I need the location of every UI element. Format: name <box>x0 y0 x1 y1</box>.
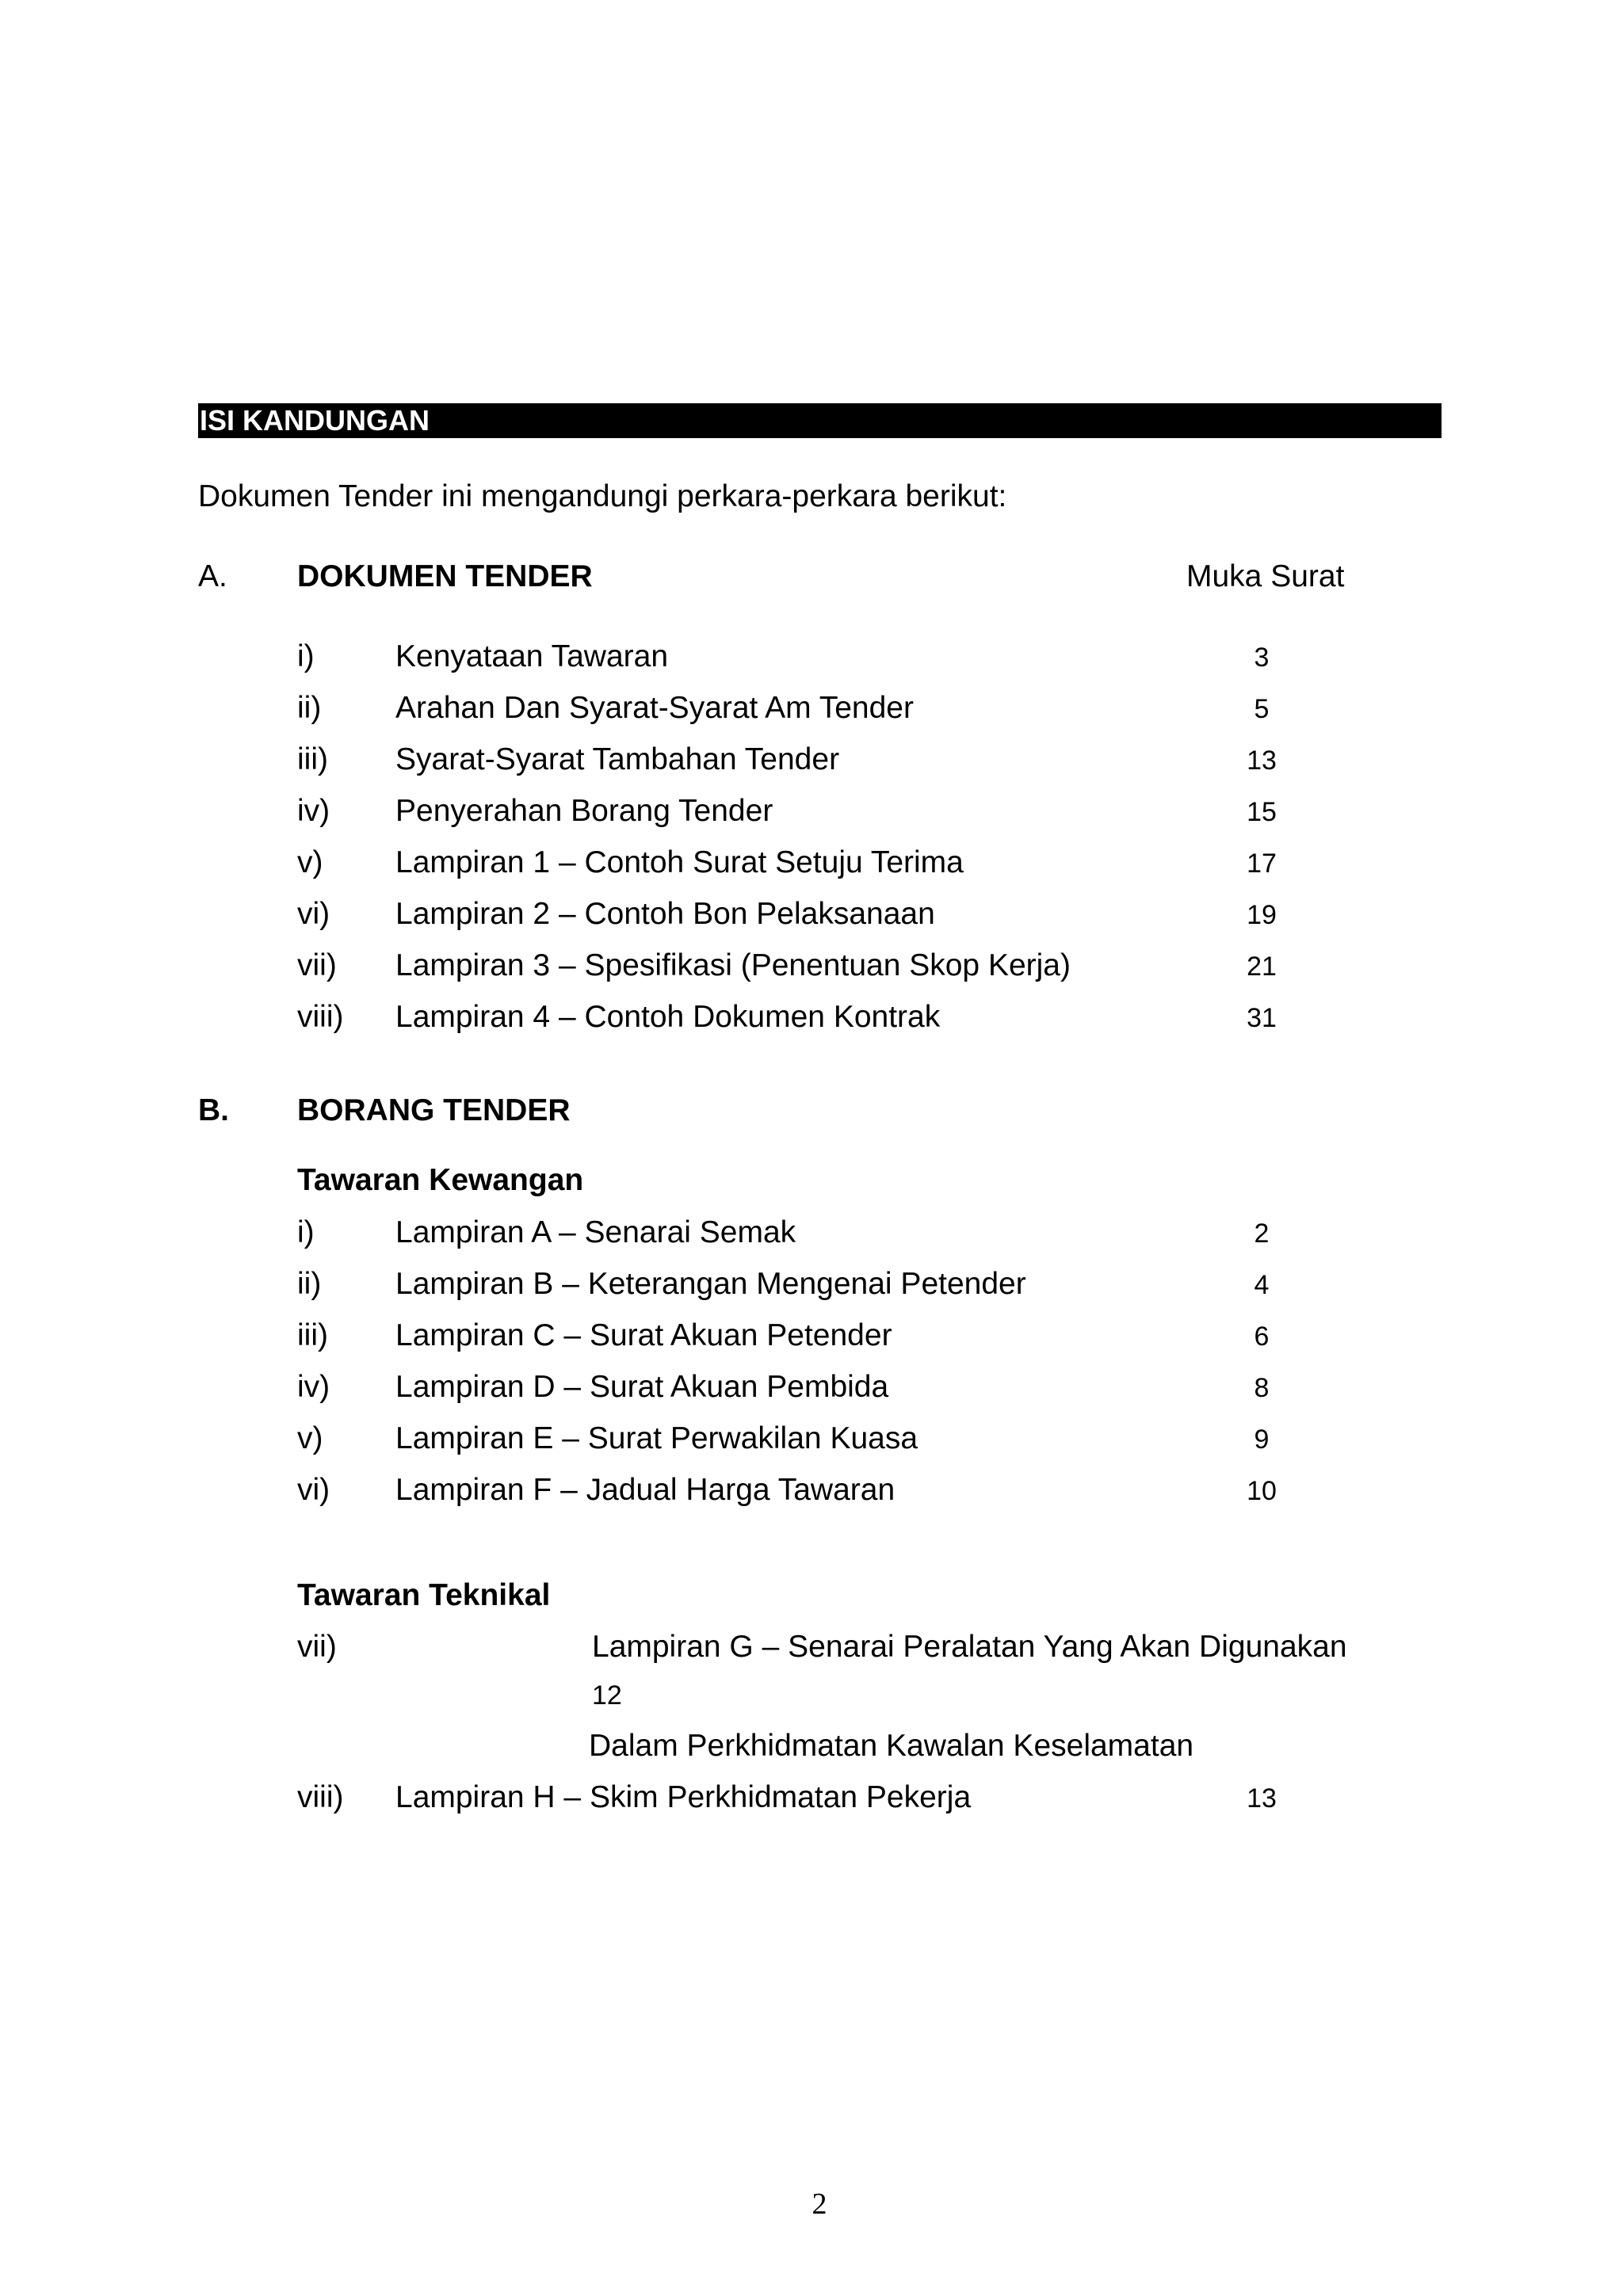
section-a-letter: A. <box>198 559 227 593</box>
item-number: v) <box>297 845 323 879</box>
item-number: i) <box>297 639 315 673</box>
item-number: vi) <box>297 897 330 931</box>
section-b-title: BORANG TENDER <box>297 1093 571 1127</box>
item-label: Lampiran D – Surat Akuan Pembida <box>395 1370 889 1404</box>
item-page: 19 <box>1247 900 1277 930</box>
item-page: 13 <box>1247 746 1277 776</box>
item-label: Lampiran 4 – Contoh Dokumen Kontrak <box>395 1000 941 1034</box>
item-label: Lampiran B – Keterangan Mengenai Petender <box>395 1267 1026 1301</box>
item-number: iv) <box>297 794 330 828</box>
item-page: 8 <box>1254 1373 1270 1403</box>
item-label: Arahan Dan Syarat-Syarat Am Tender <box>395 691 914 725</box>
intro-text: Dokumen Tender ini mengandungi perkara-perkara berikut: <box>198 479 1007 513</box>
item-number: iii) <box>297 742 328 776</box>
item-number: iii) <box>297 1318 328 1352</box>
item-number: viii) <box>297 1000 344 1034</box>
item-number: ii) <box>297 1267 322 1301</box>
item-page: 21 <box>1247 952 1277 982</box>
item-number: i) <box>297 1215 315 1249</box>
section-b-letter: B. <box>198 1093 229 1127</box>
item-label: Syarat-Syarat Tambahan Tender <box>395 742 840 776</box>
item-page: 31 <box>1247 1003 1277 1033</box>
item-page: 15 <box>1247 797 1277 827</box>
item-label: Lampiran 3 – Spesifikasi (Penentuan Skop Kerja) <box>395 948 1071 982</box>
item-label: Penyerahan Borang Tender <box>395 794 773 828</box>
item-number: viii) <box>297 1780 344 1814</box>
page-column-label: Muka Surat <box>1186 559 1345 593</box>
item-page: 10 <box>1247 1476 1277 1506</box>
item-label: Lampiran G – Senarai Peralatan Yang Akan Digunakan <box>592 1630 1347 1664</box>
page-number: 2 <box>812 2187 827 2221</box>
section-a-title: DOKUMEN TENDER <box>297 559 593 593</box>
financial-offer-subtitle: Tawaran Kewangan <box>297 1163 584 1197</box>
item-page: 4 <box>1254 1270 1270 1300</box>
item-page: 13 <box>1247 1783 1277 1814</box>
technical-offer-subtitle: Tawaran Teknikal <box>297 1578 551 1612</box>
item-page: 2 <box>1254 1219 1270 1249</box>
item-label: Lampiran H – Skim Perkhidmatan Pekerja <box>395 1780 972 1814</box>
item-page: 5 <box>1254 694 1270 724</box>
item-label: Lampiran C – Surat Akuan Petender <box>395 1318 892 1352</box>
item-number: iv) <box>297 1370 330 1404</box>
item-page: 17 <box>1247 849 1277 879</box>
item-label: Lampiran 2 – Contoh Bon Pelaksanaan <box>395 897 935 931</box>
item-number: ii) <box>297 691 322 725</box>
item-label: Lampiran 1 – Contoh Surat Setuju Terima <box>395 845 964 879</box>
item-page: 9 <box>1254 1425 1270 1455</box>
item-label: Lampiran E – Surat Perwakilan Kuasa <box>395 1421 918 1455</box>
item-page: 3 <box>1254 643 1270 673</box>
item-page: 12 <box>592 1680 622 1711</box>
item-number: v) <box>297 1421 323 1455</box>
item-label: Lampiran F – Jadual Harga Tawaran <box>395 1473 896 1507</box>
item-label-continuation: Dalam Perkhidmatan Kawalan Keselamatan <box>589 1729 1194 1763</box>
item-label: Kenyataan Tawaran <box>395 639 669 673</box>
item-label: Lampiran A – Senarai Semak <box>395 1215 796 1249</box>
item-number: vii) <box>297 948 337 982</box>
item-number: vi) <box>297 1473 330 1507</box>
item-page: 6 <box>1254 1322 1270 1352</box>
item-number: vii) <box>297 1630 337 1664</box>
heading-title: ISI KANDUNGAN <box>200 404 430 437</box>
